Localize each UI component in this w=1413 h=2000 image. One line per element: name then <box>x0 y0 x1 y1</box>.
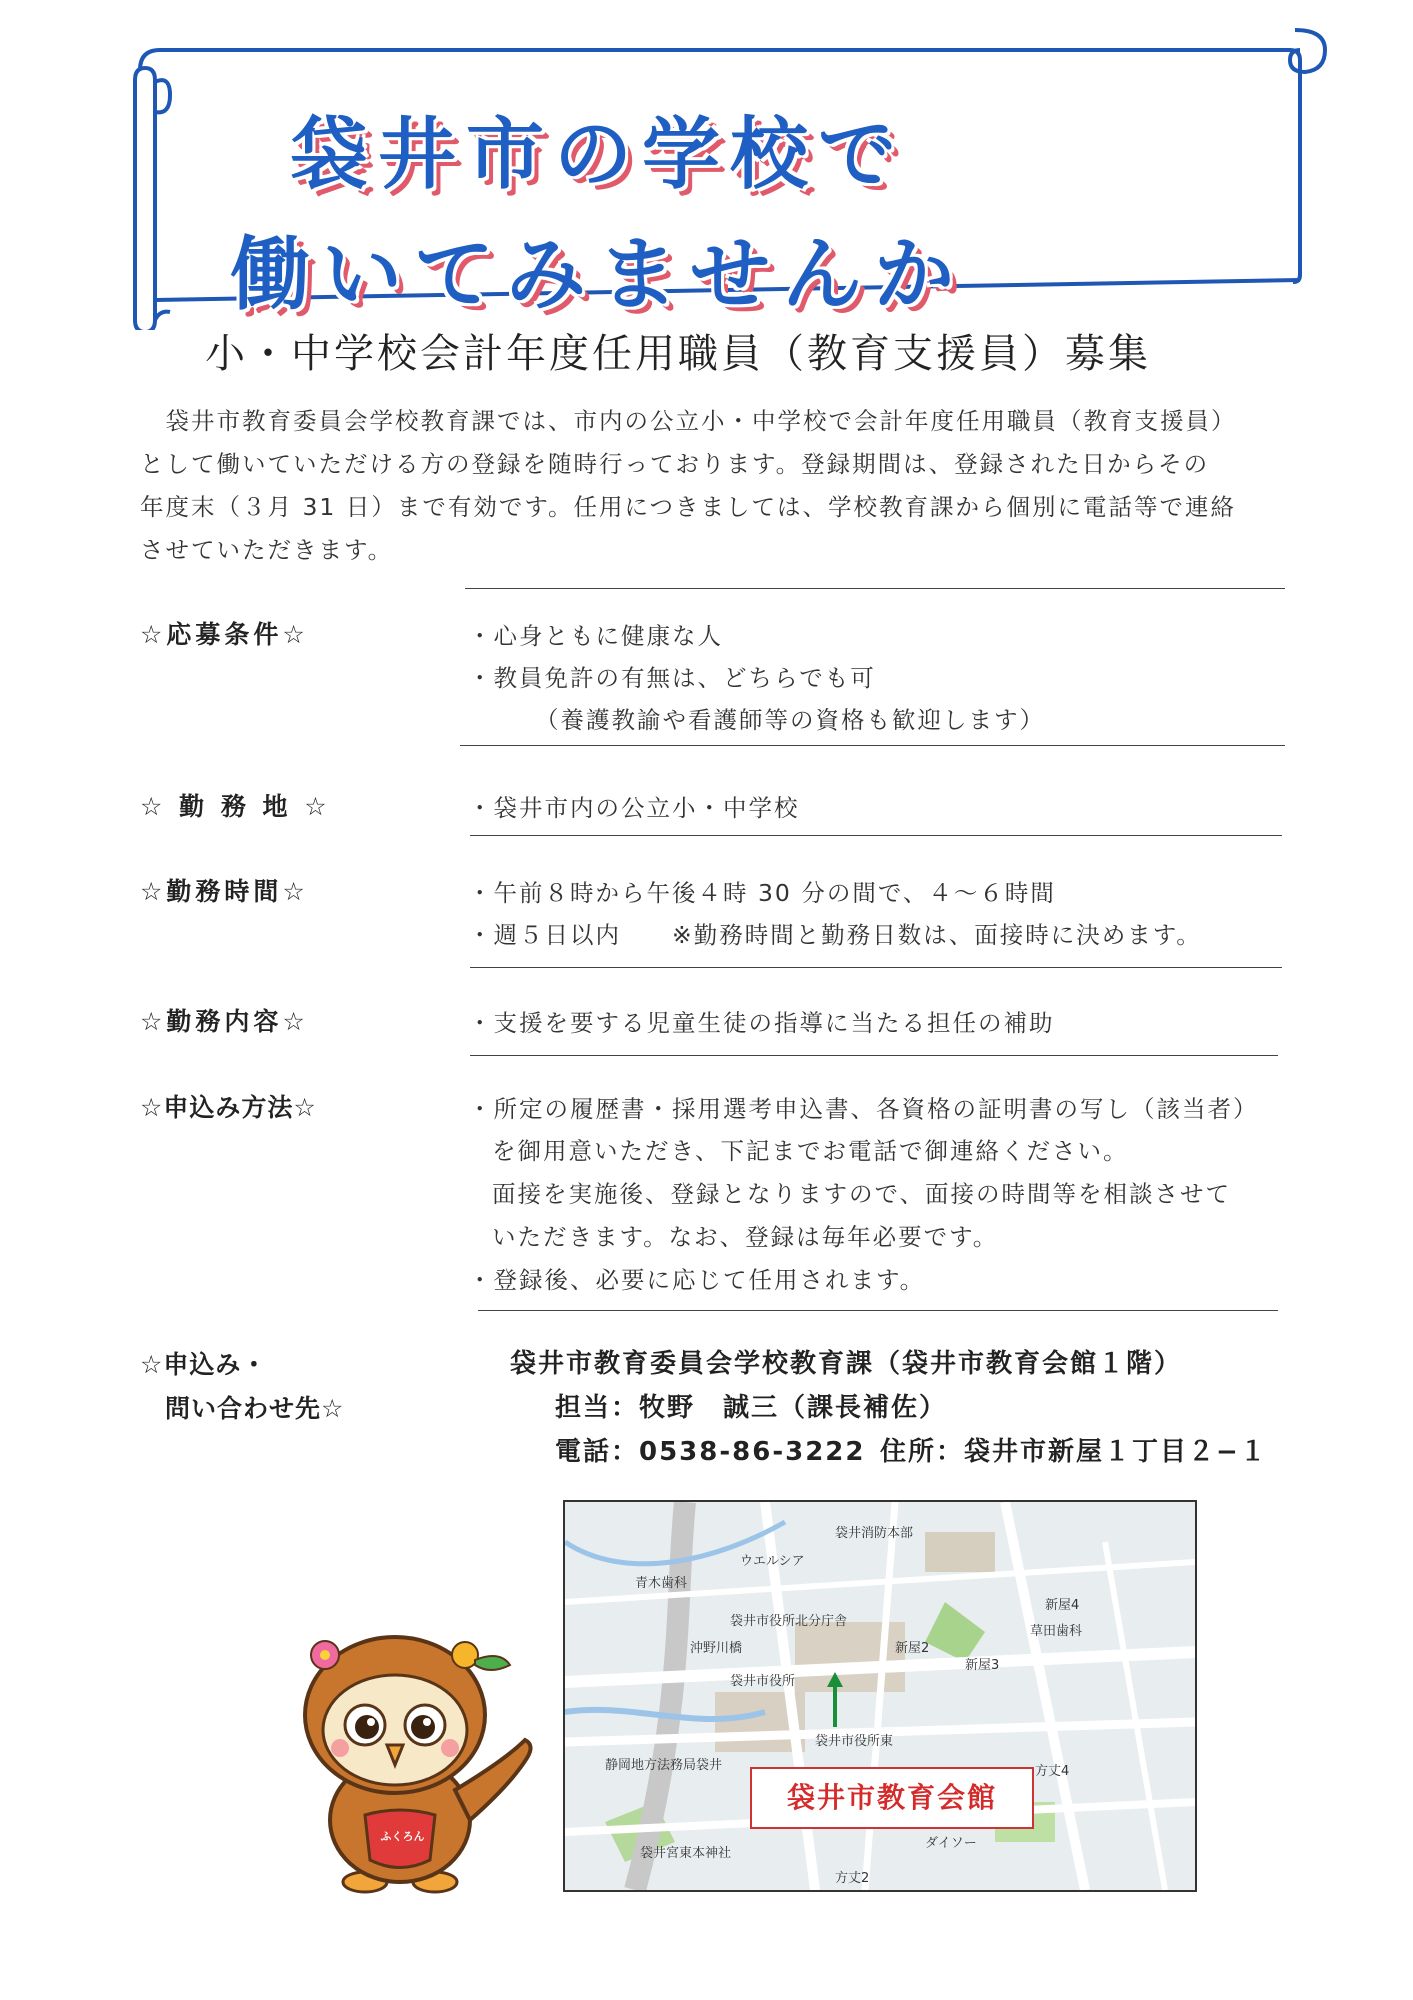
section-label-apply: ☆申込み方法☆ <box>140 1093 317 1122</box>
conditions-line-3: （養護教諭や看護師等の資格も歓迎します） <box>535 706 1045 734</box>
divider <box>470 967 1282 968</box>
conditions-line-1: ・心身ともに健康な人 <box>468 622 723 650</box>
divider <box>465 588 1285 589</box>
map-label-hojo2: 方丈2 <box>835 1871 870 1886</box>
map-label-welsia: ウエルシア <box>740 1554 805 1569</box>
map-label-okino: 沖野川橋 <box>690 1641 743 1656</box>
section-label-conditions: ☆応募条件☆ <box>140 620 309 649</box>
map-label-dental: 草田歯科 <box>1030 1624 1083 1639</box>
map-label-shinnoya4: 新屋4 <box>1045 1598 1080 1613</box>
map-streets <box>565 1502 1195 1890</box>
map-label-shrine: 袋井宮東本神社 <box>640 1846 732 1861</box>
section-label-duties: ☆勤務内容☆ <box>140 1007 309 1036</box>
hours-line-2: ・週５日以内 ※勤務時間と勤務日数は、面接時に決めます。 <box>468 921 1202 949</box>
map-label-cityhall: 袋井市役所 <box>730 1674 796 1689</box>
contact-office: 袋井市教育委員会学校教育課（袋井市教育会館１階） <box>510 1349 1183 1379</box>
divider <box>470 835 1282 836</box>
location-line-1: ・袋井市内の公立小・中学校 <box>468 794 800 822</box>
apply-line-1: ・所定の履歴書・採用選考申込書、各資格の証明書の写し（該当者） <box>468 1095 1259 1123</box>
apply-line-3: 面接を実施後、登録となりますので、面接の時間等を相談させて <box>492 1180 1232 1208</box>
hours-line-1: ・午前８時から午後４時 30 分の間で、４～６時間 <box>468 879 1056 907</box>
divider <box>460 745 1285 746</box>
mascot-apron-text: ふくろん <box>380 1830 425 1843</box>
banner-title-line-2: 働いてみませんか <box>230 228 966 321</box>
contact-label-line-1: ☆申込み・ <box>140 1350 268 1379</box>
apply-line-4: いただきます。なお、登録は毎年必要です。 <box>492 1223 999 1251</box>
map-label-cityhall-east: 袋井市役所東 <box>815 1734 894 1749</box>
section-label-hours: ☆勤務時間☆ <box>140 877 309 906</box>
apply-line-2: を御用意いただき、下記までお電話で御連絡ください。 <box>492 1137 1129 1165</box>
location-map <box>563 1500 1197 1892</box>
banner-title-line-1: 袋井市の学校で <box>290 110 907 200</box>
page-subtitle: 小・中学校会計年度任用職員（教育支援員）募集 <box>205 331 1151 377</box>
map-label-shinnoya3: 新屋3 <box>965 1658 1000 1673</box>
map-label-court: 静岡地方法務局袋井 <box>605 1758 723 1773</box>
contact-phone: 電話：0538-86-3222 <box>555 1437 866 1467</box>
divider <box>478 1310 1278 1311</box>
contact-address: 住所：袋井市新屋１丁目２−１ <box>880 1437 1268 1467</box>
conditions-line-2: ・教員免許の有無は、どちらでも可 <box>468 664 876 692</box>
contact-label-line-2: 問い合わせ先☆ <box>165 1394 345 1423</box>
duties-line-1: ・支援を要する児童生徒の指導に当たる担任の補助 <box>468 1009 1055 1037</box>
map-label-hospital: 青木歯科 <box>635 1576 688 1591</box>
intro-line-2: として働いていただける方の登録を随時行っております。登録期間は、登録された日からその <box>140 450 1210 478</box>
divider <box>470 1055 1278 1056</box>
map-label-branch: 袋井市役所北分庁舎 <box>730 1614 848 1629</box>
map-label-hojo4: 方丈4 <box>1035 1764 1070 1779</box>
intro-line-3: 年度末（３月 31 日）まで有効です。任用につきましては、学校教育課から個別に電話等で連絡 <box>140 493 1236 521</box>
map-label-daiso: ダイソー <box>925 1836 977 1851</box>
apply-line-5: ・登録後、必要に応じて任用されます。 <box>468 1266 926 1294</box>
map-main-label: 袋井市教育会館 <box>750 1767 1034 1829</box>
mascot-owl <box>295 1620 555 1900</box>
owl-mascot-illustration <box>295 1620 555 1900</box>
section-label-location: ☆ 勤 務 地 ☆ <box>140 792 331 821</box>
contact-person: 担当：牧野 誠三（課長補佐） <box>555 1393 948 1423</box>
intro-line-4: させていただきます。 <box>140 536 394 564</box>
map-label-shinnoya2: 新屋2 <box>895 1641 930 1656</box>
intro-line-1: 袋井市教育委員会学校教育課では、市内の公立小・中学校で会計年度任用職員（教育支援員） <box>140 407 1237 435</box>
map-label-fire: 袋井消防本部 <box>835 1526 914 1541</box>
